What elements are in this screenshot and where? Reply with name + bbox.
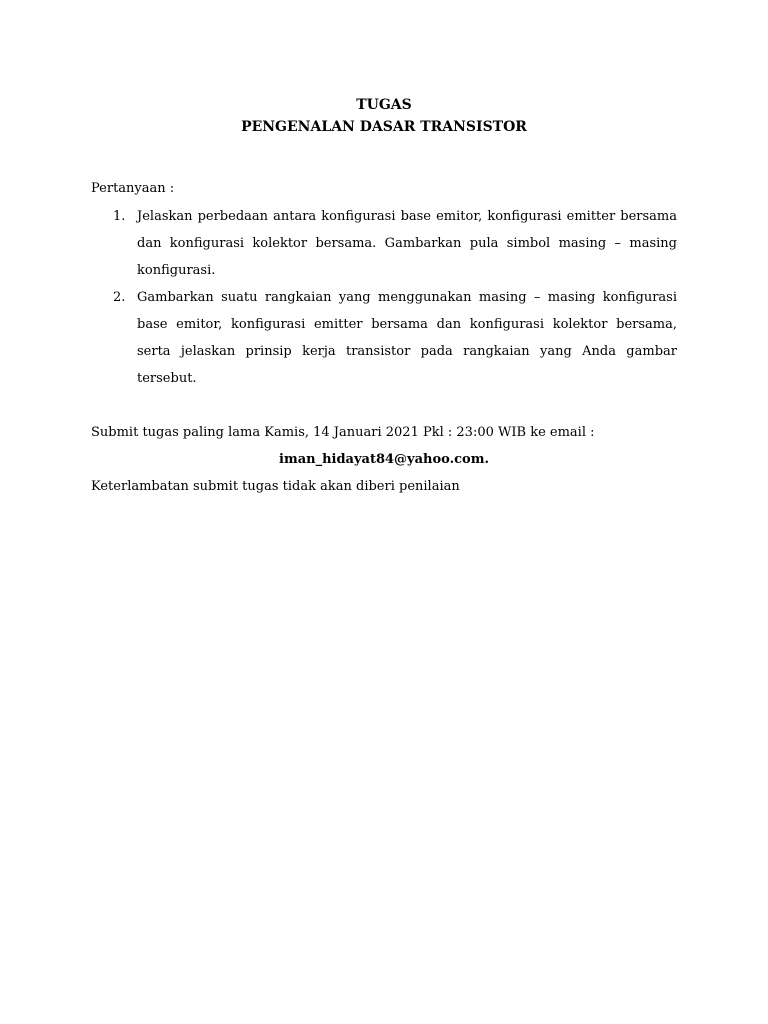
question-list bbox=[91, 203, 677, 392]
document-subtitle: PENGENALAN DASAR TRANSISTOR bbox=[241, 119, 527, 135]
question-label: Pertanyaan : bbox=[91, 181, 175, 196]
question-number: 2. bbox=[113, 290, 126, 305]
question-number: 1. bbox=[113, 209, 126, 224]
list-item bbox=[91, 284, 677, 392]
late-notice: Keterlambatan submit tugas tidak akan diberi penilaian bbox=[91, 479, 460, 494]
question-text: Gambarkan suatu rangkaian yang menggunakan masing – masing konfigurasi base emitor, konfigurasi emitter bersama dan konfigurasi kolektor bersama, serta jelaskan prinsip kerja transistor pada rangkaian yang Anda gambar tersebut. bbox=[137, 290, 677, 386]
list-item bbox=[91, 203, 677, 284]
title-block bbox=[0, 94, 768, 138]
submit-instructions: Submit tugas paling lama Kamis, 14 Januari 2021 Pkl : 23:00 WIB ke email : bbox=[91, 425, 595, 440]
question-text: Jelaskan perbedaan antara konfigurasi base emitor, konfigurasi emitter bersama dan konfigurasi kolektor bersama. Gambarkan pula simbol masing – masing konfigurasi. bbox=[137, 209, 677, 278]
email-address: iman_hidayat84@yahoo.com. bbox=[279, 452, 489, 467]
document-title: TUGAS bbox=[356, 97, 412, 113]
